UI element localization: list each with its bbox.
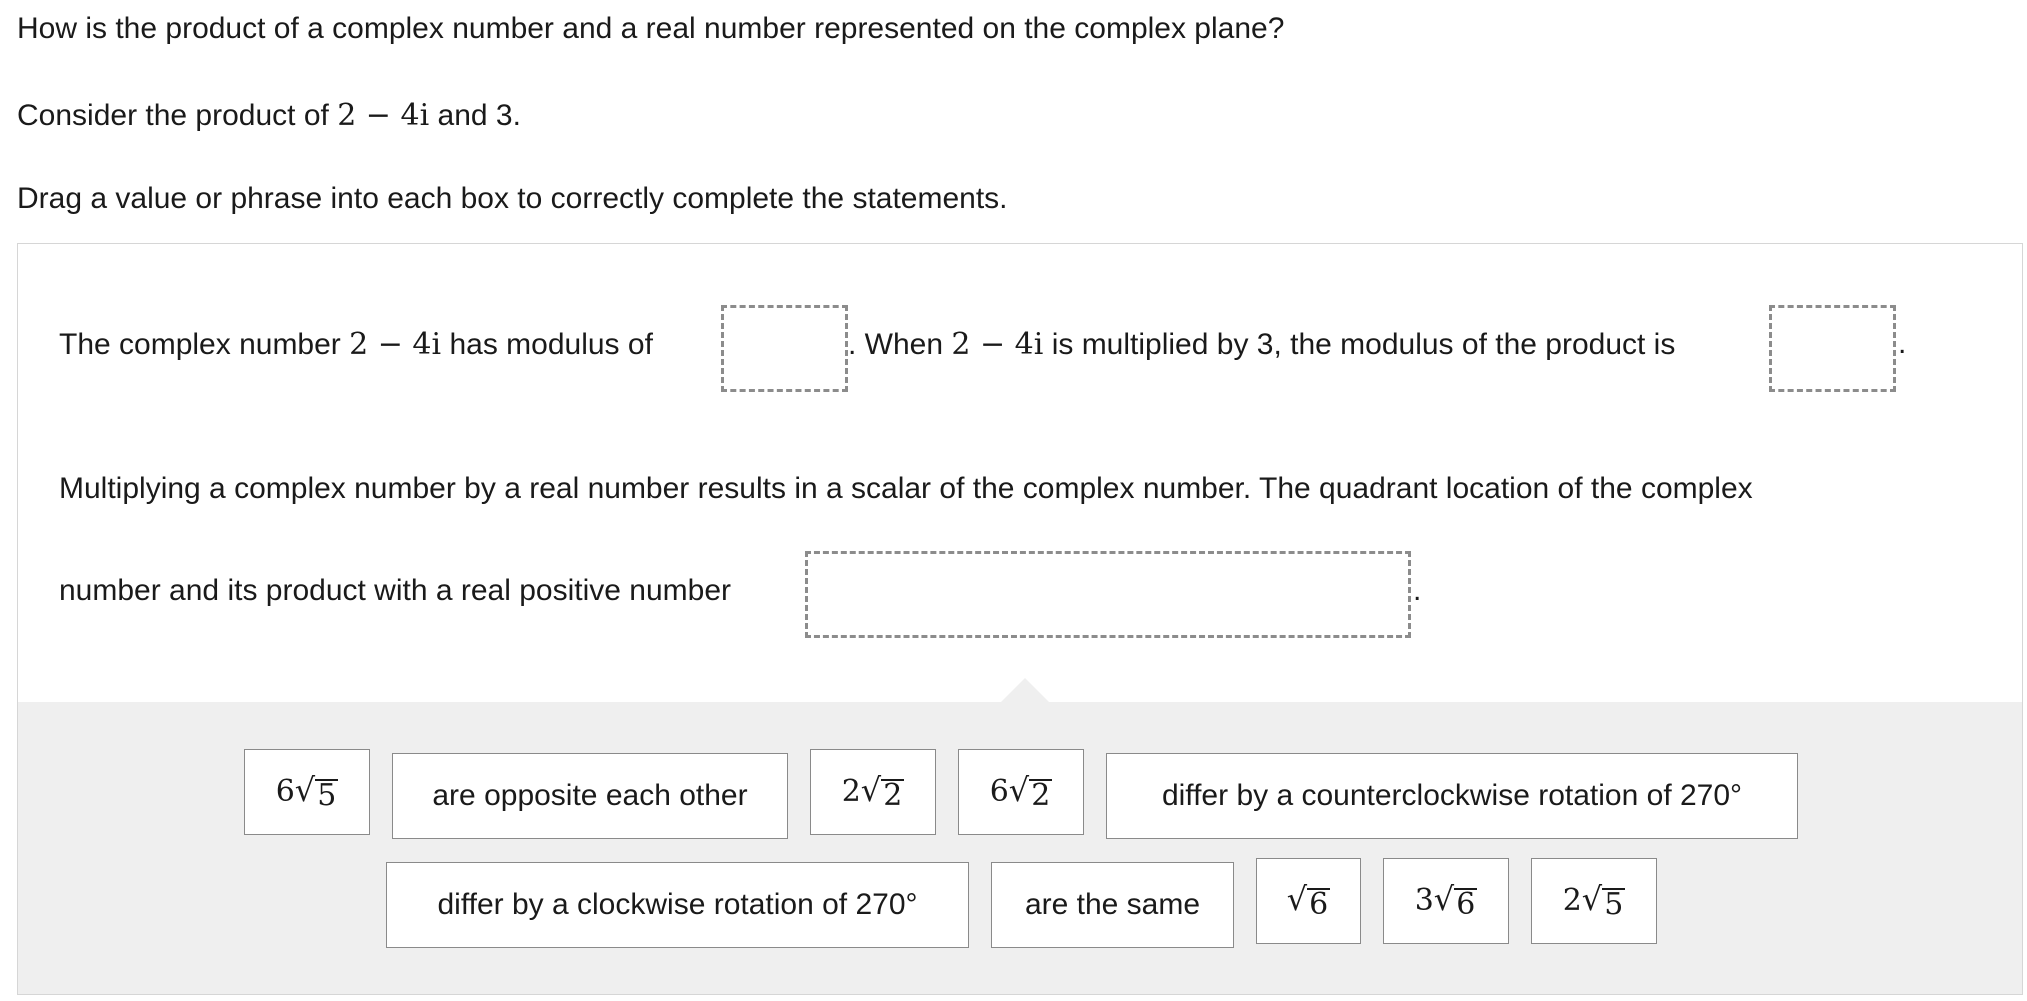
statement-2-line-2: number and its product with a real positive number bbox=[59, 574, 732, 607]
statement-1-text-a: The complex number bbox=[59, 328, 350, 361]
radical-icon: √ bbox=[1286, 879, 1308, 918]
statement-1 bbox=[59, 327, 653, 362]
consider-line bbox=[17, 98, 521, 133]
radical-icon: √ bbox=[1581, 879, 1603, 918]
radical-icon: √ bbox=[1433, 879, 1455, 918]
quadrant-drop-box[interactable] bbox=[805, 551, 1411, 638]
tile-6-root-5[interactable]: 6 √ 5 bbox=[244, 749, 370, 835]
tile-3-root-6[interactable]: 3 √ 6 bbox=[1383, 858, 1509, 944]
tile-2-root-2[interactable]: 2 √ 2 bbox=[810, 749, 936, 835]
radical-icon: √ bbox=[294, 770, 316, 809]
tile-clockwise-270[interactable]: differ by a clockwise rotation of 270° bbox=[386, 862, 969, 948]
statement-1-period: . bbox=[1898, 327, 1907, 360]
tile-counterclockwise-270[interactable]: differ by a counterclockwise rotation of 270° bbox=[1106, 753, 1798, 839]
answer-tray bbox=[18, 702, 2022, 994]
tile-are-opposite-each-other[interactable]: are opposite each other bbox=[392, 753, 788, 839]
tile-root-6[interactable]: √ 6 bbox=[1256, 858, 1361, 944]
radical-icon: √ bbox=[1008, 770, 1030, 809]
tile-are-the-same[interactable]: are the same bbox=[991, 862, 1234, 948]
product-modulus-drop-box[interactable] bbox=[1769, 305, 1896, 392]
statement-1-continued bbox=[848, 327, 1675, 362]
tile-6-root-2[interactable]: 6 √ 2 bbox=[958, 749, 1084, 835]
tile-2-root-5[interactable]: 2 √ 5 bbox=[1531, 858, 1657, 944]
statement-2-line-1: Multiplying a complex number by a real number results in a scalar of the complex number. The quadrant location of the complex bbox=[59, 472, 1753, 505]
modulus-drop-box[interactable] bbox=[721, 305, 848, 392]
statement-1-number: 2 − 4i bbox=[349, 327, 442, 362]
drag-drop-panel bbox=[17, 243, 2023, 995]
statement-1-text-b: has modulus of bbox=[441, 328, 653, 361]
consider-after: and 3. bbox=[429, 99, 521, 132]
consider-number: 2 − 4i bbox=[337, 98, 430, 133]
statement-2-period: . bbox=[1413, 574, 1422, 607]
radical-icon: √ bbox=[860, 770, 882, 809]
statement-1-number-2: 2 − 4i bbox=[951, 327, 1044, 362]
consider-before: Consider the product of bbox=[17, 99, 338, 132]
instruction: Drag a value or phrase into each box to correctly complete the statements. bbox=[17, 182, 1008, 215]
statement-1-text-d: is multiplied by 3, the modulus of the product is bbox=[1043, 328, 1676, 361]
question-title: How is the product of a complex number and a real number represented on the complex plane? bbox=[17, 12, 1285, 45]
statement-1-text-c: . When bbox=[848, 328, 952, 361]
tray-pointer bbox=[1001, 678, 1049, 702]
